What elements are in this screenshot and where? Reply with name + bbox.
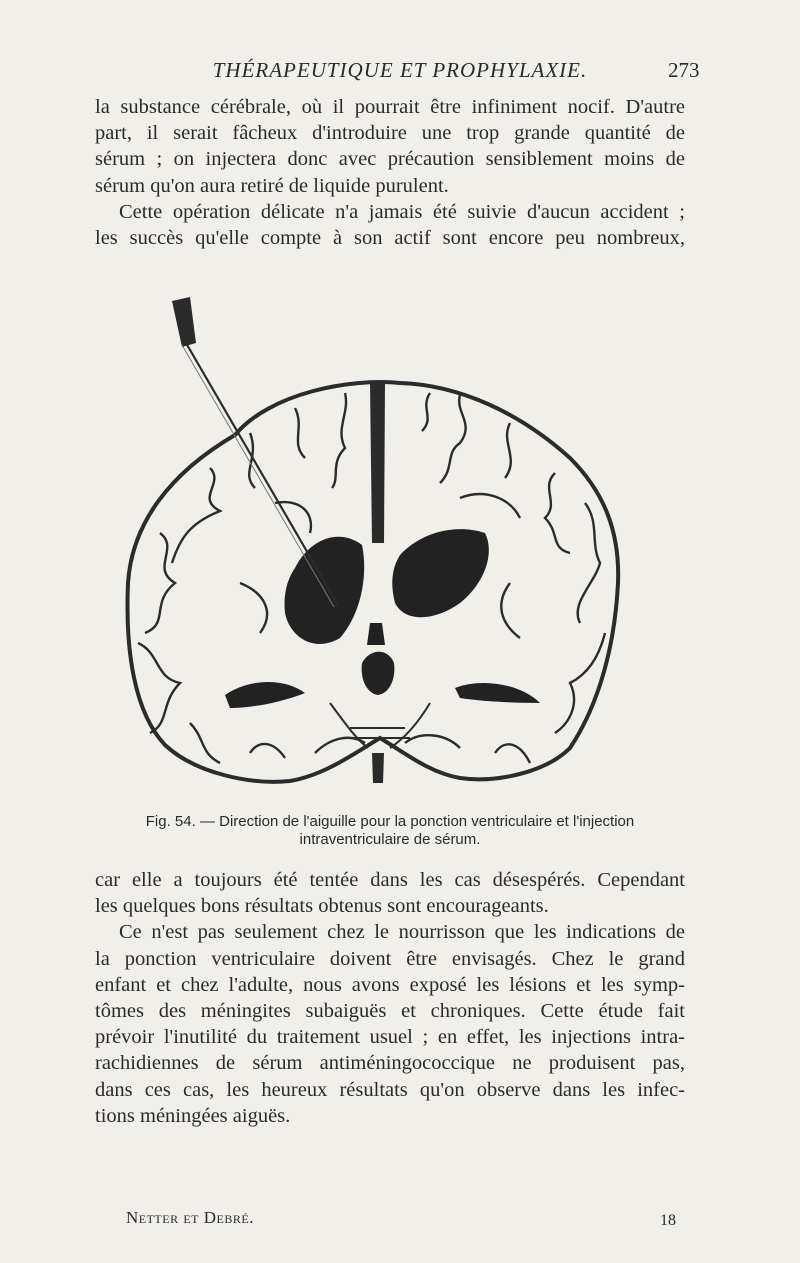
text-line: tômes des méningites subaiguës et chroniques. Cette étude fait <box>95 1000 685 1023</box>
text-line: prévoir l'inutilité du traitement usuel ; en effet, les injections intra- <box>95 1026 685 1049</box>
running-head: THÉRAPEUTIQUE ET PROPHYLAXIE. <box>212 58 588 82</box>
caption-line: intraventriculaire de sérum. <box>299 831 481 848</box>
text-line: la ponction ventriculaire doivent être envisagés. Chez le grand <box>95 947 685 970</box>
text-line: car elle a toujours été tentée dans les cas désespérés. Cependant <box>95 869 685 891</box>
text-line: sérum ; on injectera donc avec précaution sensiblement moins de <box>95 148 685 171</box>
text-line: les quelques bons résultats obtenus sont encourageants. <box>95 895 549 918</box>
paragraph-bottom <box>95 867 685 1129</box>
paragraph-top <box>95 94 685 251</box>
text-line: les succès qu'elle compte à son actif sont encore peu nombreux, <box>95 227 685 250</box>
text-line: dans ces cas, les heureux résultats qu'on observe dans les infec- <box>95 1078 685 1101</box>
figure-caption <box>95 813 685 849</box>
brainstem-lines <box>330 703 430 748</box>
text-line: part, il serait fâcheux d'introduire une trop grande quantité de <box>95 122 685 145</box>
text-line: Cette opération délicate n'a jamais été suivie d'aucun accident ; <box>119 200 685 223</box>
caption-line: Fig. 54. — Direction de l'aiguille pour la ponction ventriculaire et l'injection <box>145 813 635 830</box>
third-ventricle <box>362 623 395 695</box>
page-number: 273 <box>668 58 700 82</box>
signature-mark: 18 <box>660 1212 676 1229</box>
midline-fissure <box>370 383 385 783</box>
text-line: rachidiennes de sérum antiméningococcique ne produisent pas, <box>95 1052 685 1075</box>
text-line: sérum qu'on aura retiré de liquide purulent. <box>95 174 449 197</box>
brain-section-illustration <box>100 283 660 803</box>
puncture-needle <box>172 297 338 607</box>
text-line: la substance cérébrale, où il pourrait être infiniment nocif. D'autre <box>95 96 685 118</box>
text-line: tions méningées aiguës. <box>95 1104 291 1127</box>
text-line: enfant et chez l'adulte, nous avons exposé les lésions et les symp- <box>95 973 685 996</box>
lateral-ventricles <box>285 529 489 644</box>
footer-authors: Netter et Debré. <box>126 1208 254 1227</box>
text-line: Ce n'est pas seulement chez le nourrisson que les indications de <box>119 921 685 944</box>
